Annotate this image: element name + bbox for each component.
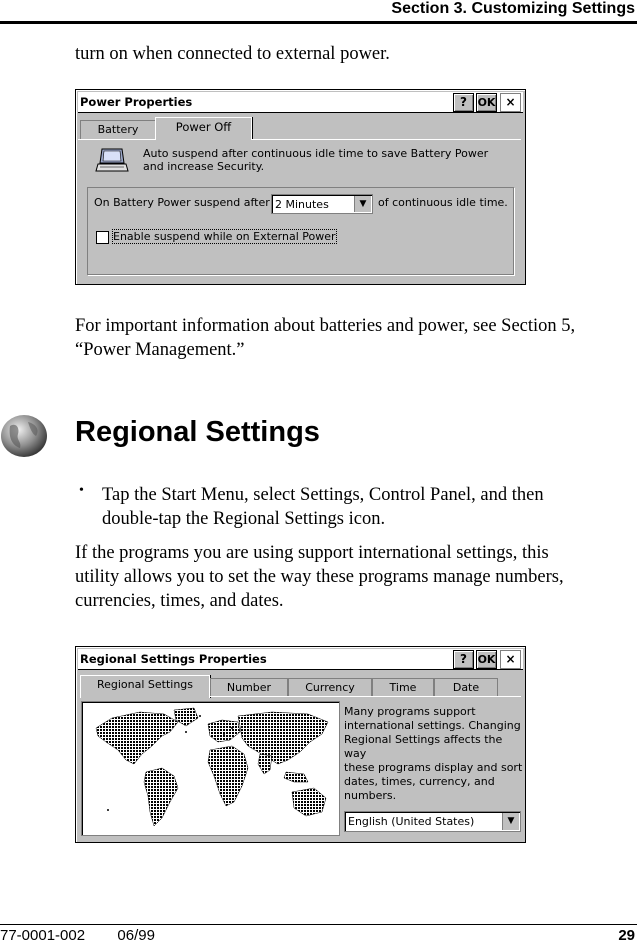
regional-properties-window: [75, 646, 526, 843]
world-map[interactable]: [81, 701, 340, 836]
info-line: Many programs support: [344, 705, 476, 718]
help-button[interactable]: ?: [453, 650, 474, 669]
south-america: [144, 768, 178, 826]
power-properties-window: [75, 89, 526, 285]
europe: [208, 720, 240, 742]
locale-dropdown[interactable]: [344, 811, 521, 832]
bullet-line: double-tap the Regional Settings icon.: [102, 509, 386, 529]
description-line: and increase Security.: [143, 160, 265, 173]
section-title: Section 3. Customizing Settings: [391, 0, 635, 17]
info-line: numbers.: [344, 789, 397, 802]
body-line: utility allows you to set the way these programs manage numbers,: [75, 567, 564, 587]
north-america: [96, 712, 178, 764]
external-power-label[interactable]: Enable suspend while on External Power: [113, 230, 336, 243]
page-header: [0, 0, 637, 26]
chevron-down-icon[interactable]: ▼: [354, 196, 371, 212]
africa: [208, 746, 248, 806]
tab-currency[interactable]: Currency: [288, 678, 372, 697]
australia: [292, 788, 326, 816]
tab-power-off[interactable]: Power Off: [155, 117, 252, 140]
suspend-group: [87, 187, 514, 275]
page-footer: [0, 924, 637, 944]
power-titlebar: [78, 92, 523, 113]
close-button[interactable]: ×: [500, 93, 521, 112]
regional-titlebar: [78, 649, 523, 670]
regional-info: [344, 705, 525, 803]
footer-doc-info: [0, 927, 155, 944]
suspend-label: On Battery Power suspend after: [94, 196, 270, 209]
tab-number[interactable]: Number: [210, 678, 288, 697]
chevron-down-icon[interactable]: ▼: [502, 813, 519, 830]
body-line: currencies, times, and dates.: [75, 591, 284, 611]
regional-window-title: Regional Settings Properties: [80, 652, 267, 666]
suspend-suffix: of continuous idle time.: [378, 196, 508, 209]
power-description: [143, 147, 488, 173]
tab-panel-edge: [251, 139, 521, 140]
doc-number: 77-0001-002: [0, 927, 86, 944]
globe-icon: [0, 412, 50, 460]
info-line: these programs display and sort: [344, 761, 523, 774]
asia: [238, 712, 328, 764]
tab-regional-settings[interactable]: Regional Settings: [80, 675, 210, 698]
info-line: dates, times, currency, and: [344, 775, 495, 788]
tab-date[interactable]: Date: [434, 678, 498, 697]
footer-rule: [0, 924, 637, 925]
power-window-title: Power Properties: [80, 95, 193, 109]
info-line: Regional Settings affects the way: [344, 733, 503, 760]
intro-text: turn on when connected to external power.: [75, 44, 390, 64]
ok-button[interactable]: OK: [476, 93, 497, 112]
page-number: 29: [618, 927, 635, 944]
suspend-time-dropdown[interactable]: [271, 194, 373, 214]
laptop-icon: [94, 147, 130, 177]
india: [258, 754, 272, 774]
body-paragraph: [75, 541, 564, 613]
tab-battery[interactable]: Battery: [80, 120, 156, 139]
tab-time[interactable]: Time: [372, 678, 434, 697]
bullet-icon: •: [79, 483, 84, 498]
suspend-time-value: 2 Minutes: [275, 198, 329, 211]
doc-date: 06/99: [117, 927, 155, 944]
help-button[interactable]: ?: [453, 93, 474, 112]
section-heading: Regional Settings: [75, 416, 320, 448]
header-rule: [0, 21, 637, 24]
tab-panel-edge: [209, 696, 521, 697]
external-power-checkbox[interactable]: [96, 231, 109, 244]
close-button[interactable]: ×: [500, 650, 521, 669]
ok-button[interactable]: OK: [476, 650, 497, 669]
locale-value: English (United States): [348, 815, 475, 828]
body-line: If the programs you are using support international settings, this: [75, 543, 549, 563]
power-note: [75, 314, 575, 362]
greenland: [174, 708, 198, 726]
info-line: international settings. Changing: [344, 719, 521, 732]
bullet-line: Tap the Start Menu, select Settings, Control Panel, and then: [102, 485, 544, 505]
bullet-item: [102, 483, 544, 531]
power-note-line: For important information about batteries and power, see Section 5,: [75, 316, 576, 336]
se-asia-islands: [284, 772, 308, 782]
description-line: Auto suspend after continuous idle time to save Battery Power: [143, 147, 489, 160]
power-note-line: “Power Management.”: [75, 340, 245, 360]
tab-panel-edge: [78, 139, 155, 140]
